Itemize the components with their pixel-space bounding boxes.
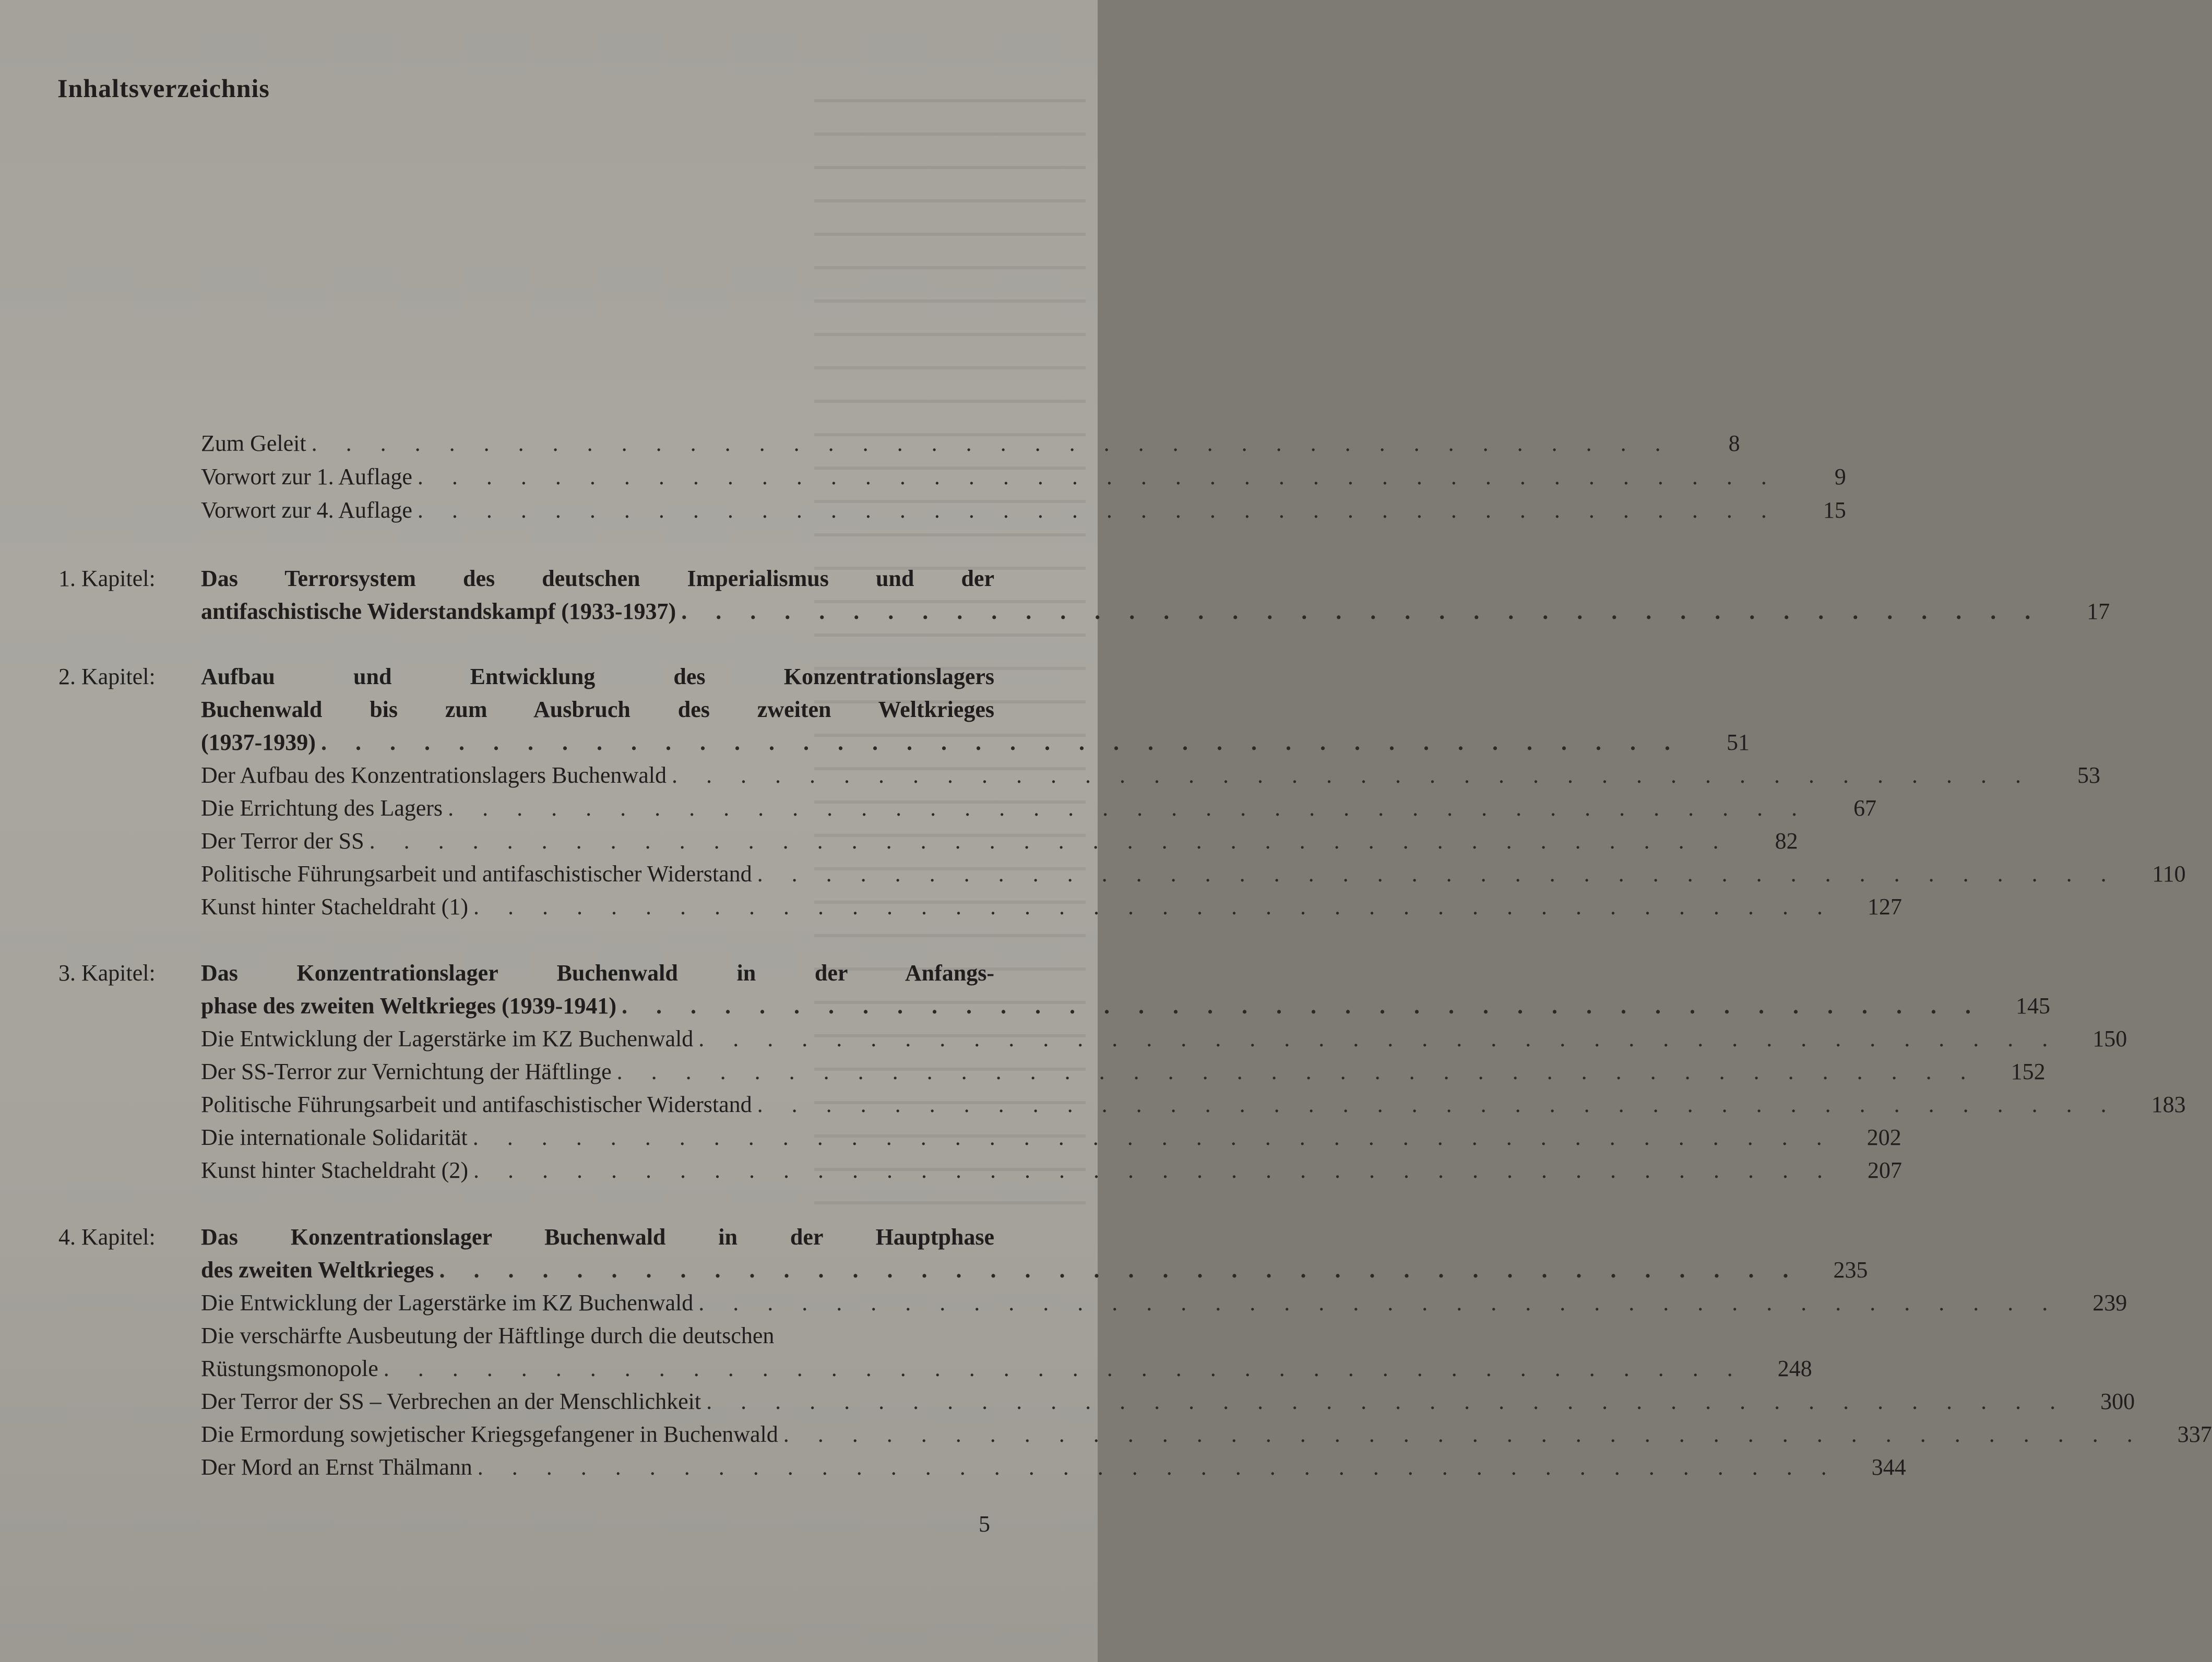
section-entry <box>201 857 2186 890</box>
chapter-title-line-text: Buchenwald bis zum Ausbruch des zweiten Weltkrieges <box>201 697 994 722</box>
dot-leader: . . . . . . . . . . . . . . . . . . . . . . . . . . . . . . . . . . . . . . . . <box>706 1389 2067 1414</box>
section-entry <box>201 1055 2045 1088</box>
front-matter-entry <box>201 494 1846 527</box>
section-entry-text: Die internationale Solidarität <box>201 1125 468 1150</box>
chapter-title-line-text: Das Terrorsystem des deutschen Imperialismus und der <box>201 566 994 591</box>
section-entry-page: 344 <box>1871 1454 1906 1480</box>
section-entry <box>201 1319 994 1352</box>
front-matter-entry-text: Zum Geleit <box>201 431 306 456</box>
section-entry-page: 202 <box>1866 1125 1901 1150</box>
section-entry-text: Die Entwicklung der Lagerstärke im KZ Buchenwald <box>201 1026 694 1051</box>
dot-leader: . . . . . . . . . . . . . . . . . . . . . . . . . . . . . . . . . . . . . . . . <box>681 599 2042 624</box>
section-entry-page: 150 <box>2092 1026 2127 1051</box>
dot-leader: . . . . . . . . . . . . . . . . . . . . . . . . . . . . . . . . . . . . . . . . <box>383 1356 1744 1381</box>
chapter-title-line-page: 145 <box>2015 993 2050 1019</box>
section-entry-text: Kunst hinter Stacheldraht (1) <box>201 894 468 919</box>
front-matter-entry-page: 15 <box>1823 497 1846 523</box>
section-entry <box>201 1088 2186 1121</box>
chapter-title-line <box>201 726 1750 759</box>
section-entry <box>201 1286 2127 1319</box>
chapter-title-line <box>201 1253 1868 1286</box>
section-entry <box>201 1121 1901 1154</box>
chapter-title-line-text: antifaschistische Widerstandskampf (1933-1937) <box>201 599 676 624</box>
section-entry <box>201 1451 1906 1484</box>
section-entry-text: Die Ermordung sowjetischer Kriegsgefangener in Buchenwald <box>201 1421 778 1447</box>
section-entry-text: Die verschärfte Ausbeutung der Häftlinge durch die deutschen <box>201 1323 775 1348</box>
dot-leader: . . . . . . . . . . . . . . . . . . . . . . . . . . . . . . . . . . . . . . . . <box>417 497 1778 523</box>
chapter-title-line <box>201 693 994 726</box>
dot-leader: . . . . . . . . . . . . . . . . . . . . . . . . . . . . . . . . . . . . . . . . <box>473 1157 1834 1183</box>
dot-leader: . . . . . . . . . . . . . . . . . . . . . . . . . . . . . . . . . . . . . . . . <box>671 762 2032 788</box>
section-entry <box>201 792 1877 824</box>
section-entry <box>201 1154 1902 1187</box>
dot-leader: . . . . . . . . . . . . . . . . . . . . . . . . . . . . . . . . . . . . . . . . <box>616 1059 1978 1084</box>
front-matter-entry-page: 9 <box>1834 464 1846 489</box>
section-entry-page: 207 <box>1867 1157 1902 1183</box>
section-entry <box>201 824 1798 857</box>
chapter-label: 2. Kapitel: <box>58 664 156 689</box>
section-entry <box>201 1352 1812 1385</box>
chapter-title-line-text: Aufbau und Entwicklung des Konzentrationslagers <box>201 664 994 689</box>
chapter-title-line-text: (1937-1939) <box>201 730 316 755</box>
dot-leader: . . . . . . . . . . . . . . . . . . . . . . . . . . . . . . . . . . . . . . . . <box>439 1257 1800 1283</box>
section-entry-page: 239 <box>2092 1290 2127 1316</box>
dot-leader: . . . . . . . . . . . . . . . . . . . . . . . . . . . . . . . . . . . . . . . . <box>448 795 1809 821</box>
dot-leader: . . . . . . . . . . . . . . . . . . . . . . . . . . . . . . . . . . . . . . . . <box>311 431 1672 456</box>
section-entry <box>201 1385 2135 1418</box>
front-matter-entry <box>201 460 1846 493</box>
section-entry-text: Die Entwicklung der Lagerstärke im KZ Buchenwald <box>201 1290 694 1316</box>
dot-leader: . . . . . . . . . . . . . . . . . . . . . . . . . . . . . . . . . . . . . . . . <box>473 894 1834 919</box>
dot-leader: . . . . . . . . . . . . . . . . . . . . . . . . . . . . . . . . . . . . . . . . <box>757 861 2118 887</box>
section-entry-text: Rüstungsmonopole <box>201 1356 378 1381</box>
chapter-title-line-text: des zweiten Weltkrieges <box>201 1257 434 1283</box>
section-entry-text: Politische Führungsarbeit und antifaschistischer Widerstand <box>201 1092 752 1117</box>
section-entry-page: 183 <box>2151 1092 2186 1117</box>
section-entry-page: 152 <box>2011 1059 2045 1084</box>
section-entry <box>201 1418 2212 1451</box>
dot-leader: . . . . . . . . . . . . . . . . . . . . . . . . . . . . . . . . . . . . . . . . <box>417 464 1778 489</box>
section-entry-page: 337 <box>2177 1421 2212 1447</box>
section-entry-page: 67 <box>1853 795 1877 821</box>
chapter-title-line-text: Das Konzentrationslager Buchenwald in der Hauptphase <box>201 1224 994 1250</box>
section-entry-text: Die Errichtung des Lagers <box>201 795 443 821</box>
chapter-title-line-text: phase des zweiten Weltkrieges (1939-1941) <box>201 993 616 1019</box>
front-matter-entry-text: Vorwort zur 1. Auflage <box>201 464 412 489</box>
dot-leader: . . . . . . . . . . . . . . . . . . . . . . . . . . . . . . . . . . . . . . . . <box>783 1421 2144 1447</box>
chapter-title-line-page: 235 <box>1833 1257 1868 1283</box>
section-entry-page: 110 <box>2152 861 2186 887</box>
chapter-title-line <box>201 595 2110 628</box>
chapter-title-line <box>201 562 994 595</box>
dot-leader: . . . . . . . . . . . . . . . . . . . . . . . . . . . . . . . . . . . . . . . . <box>757 1092 2118 1117</box>
section-entry-page: 53 <box>2077 762 2100 788</box>
chapter-title-line <box>201 989 2050 1022</box>
dot-leader: . . . . . . . . . . . . . . . . . . . . . . . . . . . . . . . . . . . . . . . . <box>369 828 1730 854</box>
chapter-label: 1. Kapitel: <box>58 566 156 591</box>
dot-leader: . . . . . . . . . . . . . . . . . . . . . . . . . . . . . . . . . . . . . . . . <box>472 1125 1834 1150</box>
chapter-title-line <box>201 660 994 693</box>
section-entry <box>201 1022 2127 1055</box>
section-entry-text: Kunst hinter Stacheldraht (2) <box>201 1157 468 1183</box>
dot-leader: . . . . . . . . . . . . . . . . . . . . . . . . . . . . . . . . . . . . . . . . <box>698 1026 2060 1051</box>
chapter-title-line-text: Das Konzentrationslager Buchenwald in der Anfangs- <box>201 960 994 986</box>
section-entry-text: Der Terror der SS <box>201 828 364 854</box>
page-title: Inhaltsverzeichnis <box>57 74 270 103</box>
section-entry-text: Der Mord an Ernst Thälmann <box>201 1454 472 1480</box>
section-entry <box>201 890 1902 923</box>
section-entry-text: Der SS-Terror zur Vernichtung der Häftlinge <box>201 1059 612 1084</box>
chapter-title-line-page: 17 <box>2087 599 2110 624</box>
dot-leader: . . . . . . . . . . . . . . . . . . . . . . . . . . . . . . . . . . . . . . . . <box>621 993 1982 1019</box>
section-entry-text: Der Aufbau des Konzentrationslagers Buchenwald <box>201 762 667 788</box>
section-entry-text: Der Terror der SS – Verbrechen an der Menschlichkeit <box>201 1389 701 1414</box>
page-number: 5 <box>979 1511 990 1537</box>
chapter-label: 3. Kapitel: <box>58 960 156 986</box>
section-entry-page: 248 <box>1777 1356 1812 1381</box>
chapter-label: 4. Kapitel: <box>58 1224 156 1250</box>
front-matter-entry <box>201 427 1740 460</box>
chapter-title-line <box>201 1221 994 1253</box>
section-entry-page: 82 <box>1775 828 1798 854</box>
section-entry-text: Politische Führungsarbeit und antifaschistischer Widerstand <box>201 861 752 887</box>
dot-leader: . . . . . . . . . . . . . . . . . . . . . . . . . . . . . . . . . . . . . . . . <box>698 1290 2060 1316</box>
dot-leader: . . . . . . . . . . . . . . . . . . . . . . . . . . . . . . . . . . . . . . . . <box>320 730 1682 755</box>
front-matter-entry-text: Vorwort zur 4. Auflage <box>201 497 412 523</box>
section-entry-page: 127 <box>1867 894 1902 919</box>
chapter-title-line <box>201 956 994 989</box>
chapter-title-line-page: 51 <box>1726 730 1750 755</box>
front-matter-entry-page: 8 <box>1728 431 1740 456</box>
section-entry <box>201 759 2100 792</box>
section-entry-page: 300 <box>2100 1389 2135 1414</box>
dot-leader: . . . . . . . . . . . . . . . . . . . . . . . . . . . . . . . . . . . . . . . . <box>477 1454 1838 1480</box>
